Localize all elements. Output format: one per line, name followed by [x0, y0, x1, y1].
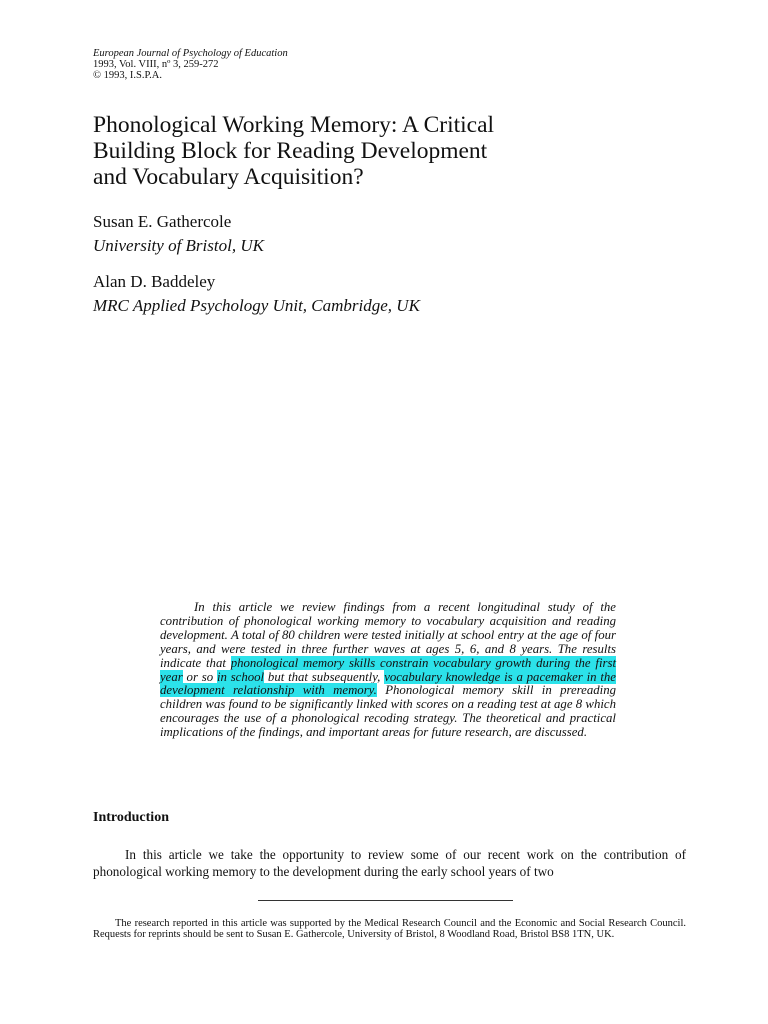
title-line: Building Block for Reading Development — [93, 138, 488, 164]
footnote-divider — [258, 900, 513, 901]
author-affiliation: University of Bristol, UK — [93, 236, 264, 255]
footnote-text: The research reported in this article was supported by the Medical Research Council and the Economic and Social Research Council. Requests for reprints should be sent to Susan E. Gathercole, University of Bristol, 8 Woodland Road, Bristol BS8 1TN, UK. — [93, 918, 686, 940]
journal-volume: 1993, Vol. VIII, nº 3, 259-272 — [93, 59, 219, 70]
highlighted-text: phonological memory skills constrain vocabulary growth during the first year — [160, 655, 617, 684]
title-line: Phonological Working Memory: A Critical — [93, 112, 495, 138]
abstract — [160, 601, 616, 740]
footnote — [93, 918, 686, 940]
highlighted-text: vocabulary knowledge is a pacemaker in the development relationship with memory. — [160, 669, 616, 698]
abstract-text: In this article we review findings from a recent longitudinal study of the contribution of phonological working memory to vocabulary acquisition and reading development. A total of 80 children were tested initially at school entry at the age of four years, and were tested in three further waves at ages 5, 6, and 8 years. The results indicate that phonological memory skills constrain vocabulary growth during the first year or so in school but that subsequently, vocabulary knowledge is a pacemaker in the development relationship with memory. Phonological memory skill in prereading children was found to be significantly linked with scores on a reading test at age 8 which encourages the use of a phonological recoding strategy. The theoretical and practical implications of the findings, and important areas for future research, are discussed. — [160, 600, 617, 740]
highlighted-text: in school — [216, 669, 265, 684]
body-paragraph: In this article we take the opportunity to review some of our recent work on the contribution of phonological working memory to the development during the early school years of two — [93, 847, 686, 879]
journal-copyright: © 1993, I.S.P.A. — [93, 70, 162, 81]
section-heading: Introduction — [93, 810, 169, 825]
author-name: Alan D. Baddeley — [93, 272, 216, 291]
introduction-body — [93, 846, 686, 880]
title-line: and Vocabulary Acquisition? — [93, 164, 364, 190]
author-name: Susan E. Gathercole — [93, 212, 232, 231]
article-title — [93, 112, 653, 190]
journal-citation — [93, 48, 288, 81]
journal-name: European Journal of Psychology of Education — [93, 48, 288, 59]
author-affiliation: MRC Applied Psychology Unit, Cambridge, UK — [93, 296, 420, 315]
